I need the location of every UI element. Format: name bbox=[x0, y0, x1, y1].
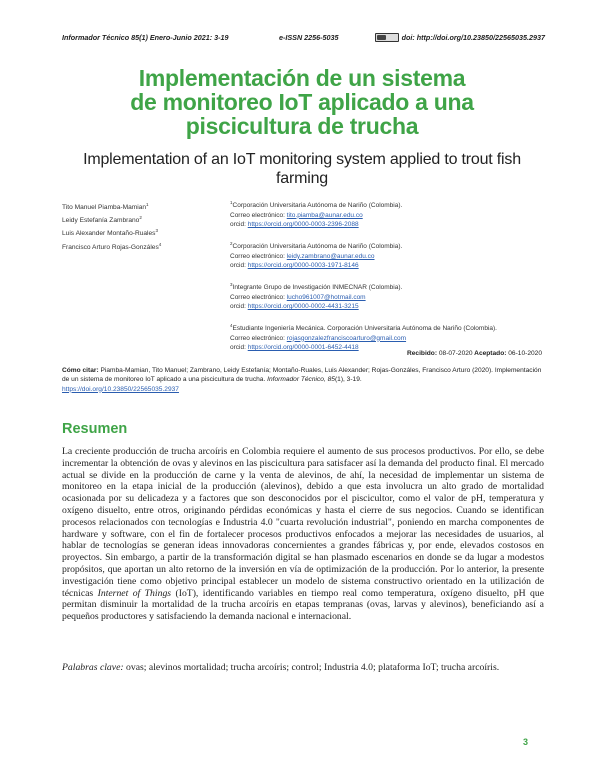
title-line: piscicultura de trucha bbox=[185, 113, 419, 139]
dates: Recibido: 08-07-2020 Aceptado: 06-10-2020 bbox=[406, 350, 542, 357]
author: Francisco Arturo Rojas-Gonzáles$^4$ bbox=[62, 241, 162, 251]
title-line: de monitoreo IoT aplicado a una bbox=[130, 89, 474, 115]
subtitle-line: farming bbox=[276, 170, 328, 187]
orcid-link[interactable]: https://orcid.org/0000-0003-2396-2088 bbox=[247, 221, 359, 229]
creative-commons-icon bbox=[375, 33, 399, 42]
author: Leidy Estefanía Zambrano$^2$ bbox=[62, 215, 142, 225]
email-link[interactable]: rojasgonzalezfranciscoarturo@gmail.com bbox=[286, 334, 407, 342]
keywords: Palabras clave: ovas; alevinos mortalidad; trucha arcoíris; control; Industria 4.0; plataforma IoT; trucha arcoíris. bbox=[62, 662, 500, 673]
author: Luis Alexander Montaño-Ruales$^3$ bbox=[62, 228, 158, 238]
running-header bbox=[62, 33, 545, 45]
email-link[interactable]: tito.piamba@aunar.edu.co bbox=[286, 211, 363, 219]
keywords-label: Palabras clave: bbox=[62, 662, 124, 673]
section-heading: Resumen bbox=[62, 421, 128, 437]
issn: e-ISSN 2256-5035 bbox=[279, 33, 339, 42]
affiliation-list bbox=[230, 198, 530, 362]
affiliation: $^1$Corporación Universitaria Autónoma de Nariño (Colombia). Correo electrónico: tito.piamba@aunar.edu.co orcid: https://orcid.org/0000-0003-2396-2088 bbox=[230, 200, 403, 229]
author: Tito Manuel Piamba-Mamian$^1$ bbox=[62, 202, 149, 212]
english-title bbox=[62, 150, 542, 188]
citation-doi-link[interactable]: https://doi.org/10.23850/22565035.2937 bbox=[62, 385, 179, 393]
email-link[interactable]: leidy.zambrano@aunar.edu.co bbox=[286, 252, 375, 260]
citation-label: Cómo citar: bbox=[62, 367, 101, 374]
abstract-text: La creciente producción de trucha arcoíris en Colombia requiere el aumento de sus procesos productivos. Por ello, se debe incrementar la obtención de ovas y alevinos en las piscicultura para satisfacer así la demanda del producto final. El mercado actual se divide en la producción de carne y la venta de alevinos, de ahí, la necesidad de implementar un sistema de monitoreo en la etapa inicial de la producción (alevinos), debido a que esta involucra un alto grado de mortalidad ocasionada por su delicadeza y a factores que son desconocidos por el piscicultor, como el valor de pH, temperatura y oxígeno disuelto, entre otros, originando pérdidas económicas y hasta el cierre de sus negocios. Cuando se identifican procesos relacionados con tecnologías e Industria 4.0 "cuarta revolución industrial", poniendo en marcha componentes de hardware y software, con el fin de fortalecer procesos productivos enfocados a mejorar las necesidades de usuarios, al hablar de tecnologías se generan ideas innovadoras concernientes a grandes fábricas y, por ende, elevados costosos en proyectos. Sin embargo, a partir de la transformación digital se han plasmado escenarios en donde se da lugar a modestos propósitos, que aportan un alto retorno de la inversión en vía de optimización de la producción. Por lo anterior, la presente investigación tiene como objetivo principal establecer un modelo de sistema constructivo orientado en la utilización de técnicas Internet of Things (IoT), identificando variables en tiempo real como temperatura, oxígeno disuelto, pH que permitan disminuir la mortalidad de la trucha arcoíris en etapas tempranas (ovas, larvas y alevinos), beneficiando así a pequeños productores y satisfaciendo la demanda nacional e internacional. bbox=[62, 446, 544, 623]
orcid-link[interactable]: https://orcid.org/0000-0002-4431-3215 bbox=[247, 303, 359, 311]
page-number: 3 bbox=[523, 737, 529, 747]
affiliation: $^2$Corporación Universitaria Autónoma de Nariño (Colombia). Correo electrónico: leidy.zambrano@aunar.edu.co orcid: https://orcid.org/0000-0003-1971-8146 bbox=[230, 240, 403, 270]
citation: Cómo citar: Piamba-Mamian, Tito Manuel; Zambrano, Leidy Estefanía; Montaño-Ruales, Luis Alexander; Rojas-Gonzáles, Francisco Arturo (2020). Implementación de un sistema de monitoreo IoT aplicado a una piscicultura de trucha. Informador Técnico, 85(1), 3-19. https://doi.org/10.23850/22565035.2937 bbox=[62, 367, 542, 393]
email-link[interactable]: lucho961007@hotmail.com bbox=[286, 293, 366, 301]
subtitle-line: Implementation of an IoT monitoring system applied to trout fish bbox=[83, 151, 521, 168]
article-title bbox=[62, 66, 542, 138]
orcid-link[interactable]: https://orcid.org/0000-0001-6452-4418 bbox=[247, 344, 359, 352]
title-line: Implementación de un sistema bbox=[138, 65, 466, 91]
author-list bbox=[62, 200, 207, 253]
header-doi[interactable]: doi: http://doi.org/10.23850/22565035.2937 bbox=[401, 33, 545, 42]
journal-reference: Informador Técnico 85(1) Enero-Junio 2021: 3-19 bbox=[62, 33, 229, 42]
affiliation: $^4$Estudiante Ingeniería Mecánica. Corporación Universitaria Autónoma de Nariño (Colombia). Correo electrónico: rojasgonzalezfranciscoarturo@gmail.com orcid: https://orcid.org/0000-0001-6452-4418 bbox=[230, 322, 497, 352]
affiliation: $^3$Integrante Grupo de Investigación INMECNAR (Colombia). Correo electrónico: lucho961007@hotmail.com orcid: https://orcid.org/0000-0002-4431-3215 bbox=[230, 281, 403, 311]
doi-block bbox=[375, 33, 545, 42]
orcid-link[interactable]: https://orcid.org/0000-0003-1971-8146 bbox=[247, 262, 359, 270]
